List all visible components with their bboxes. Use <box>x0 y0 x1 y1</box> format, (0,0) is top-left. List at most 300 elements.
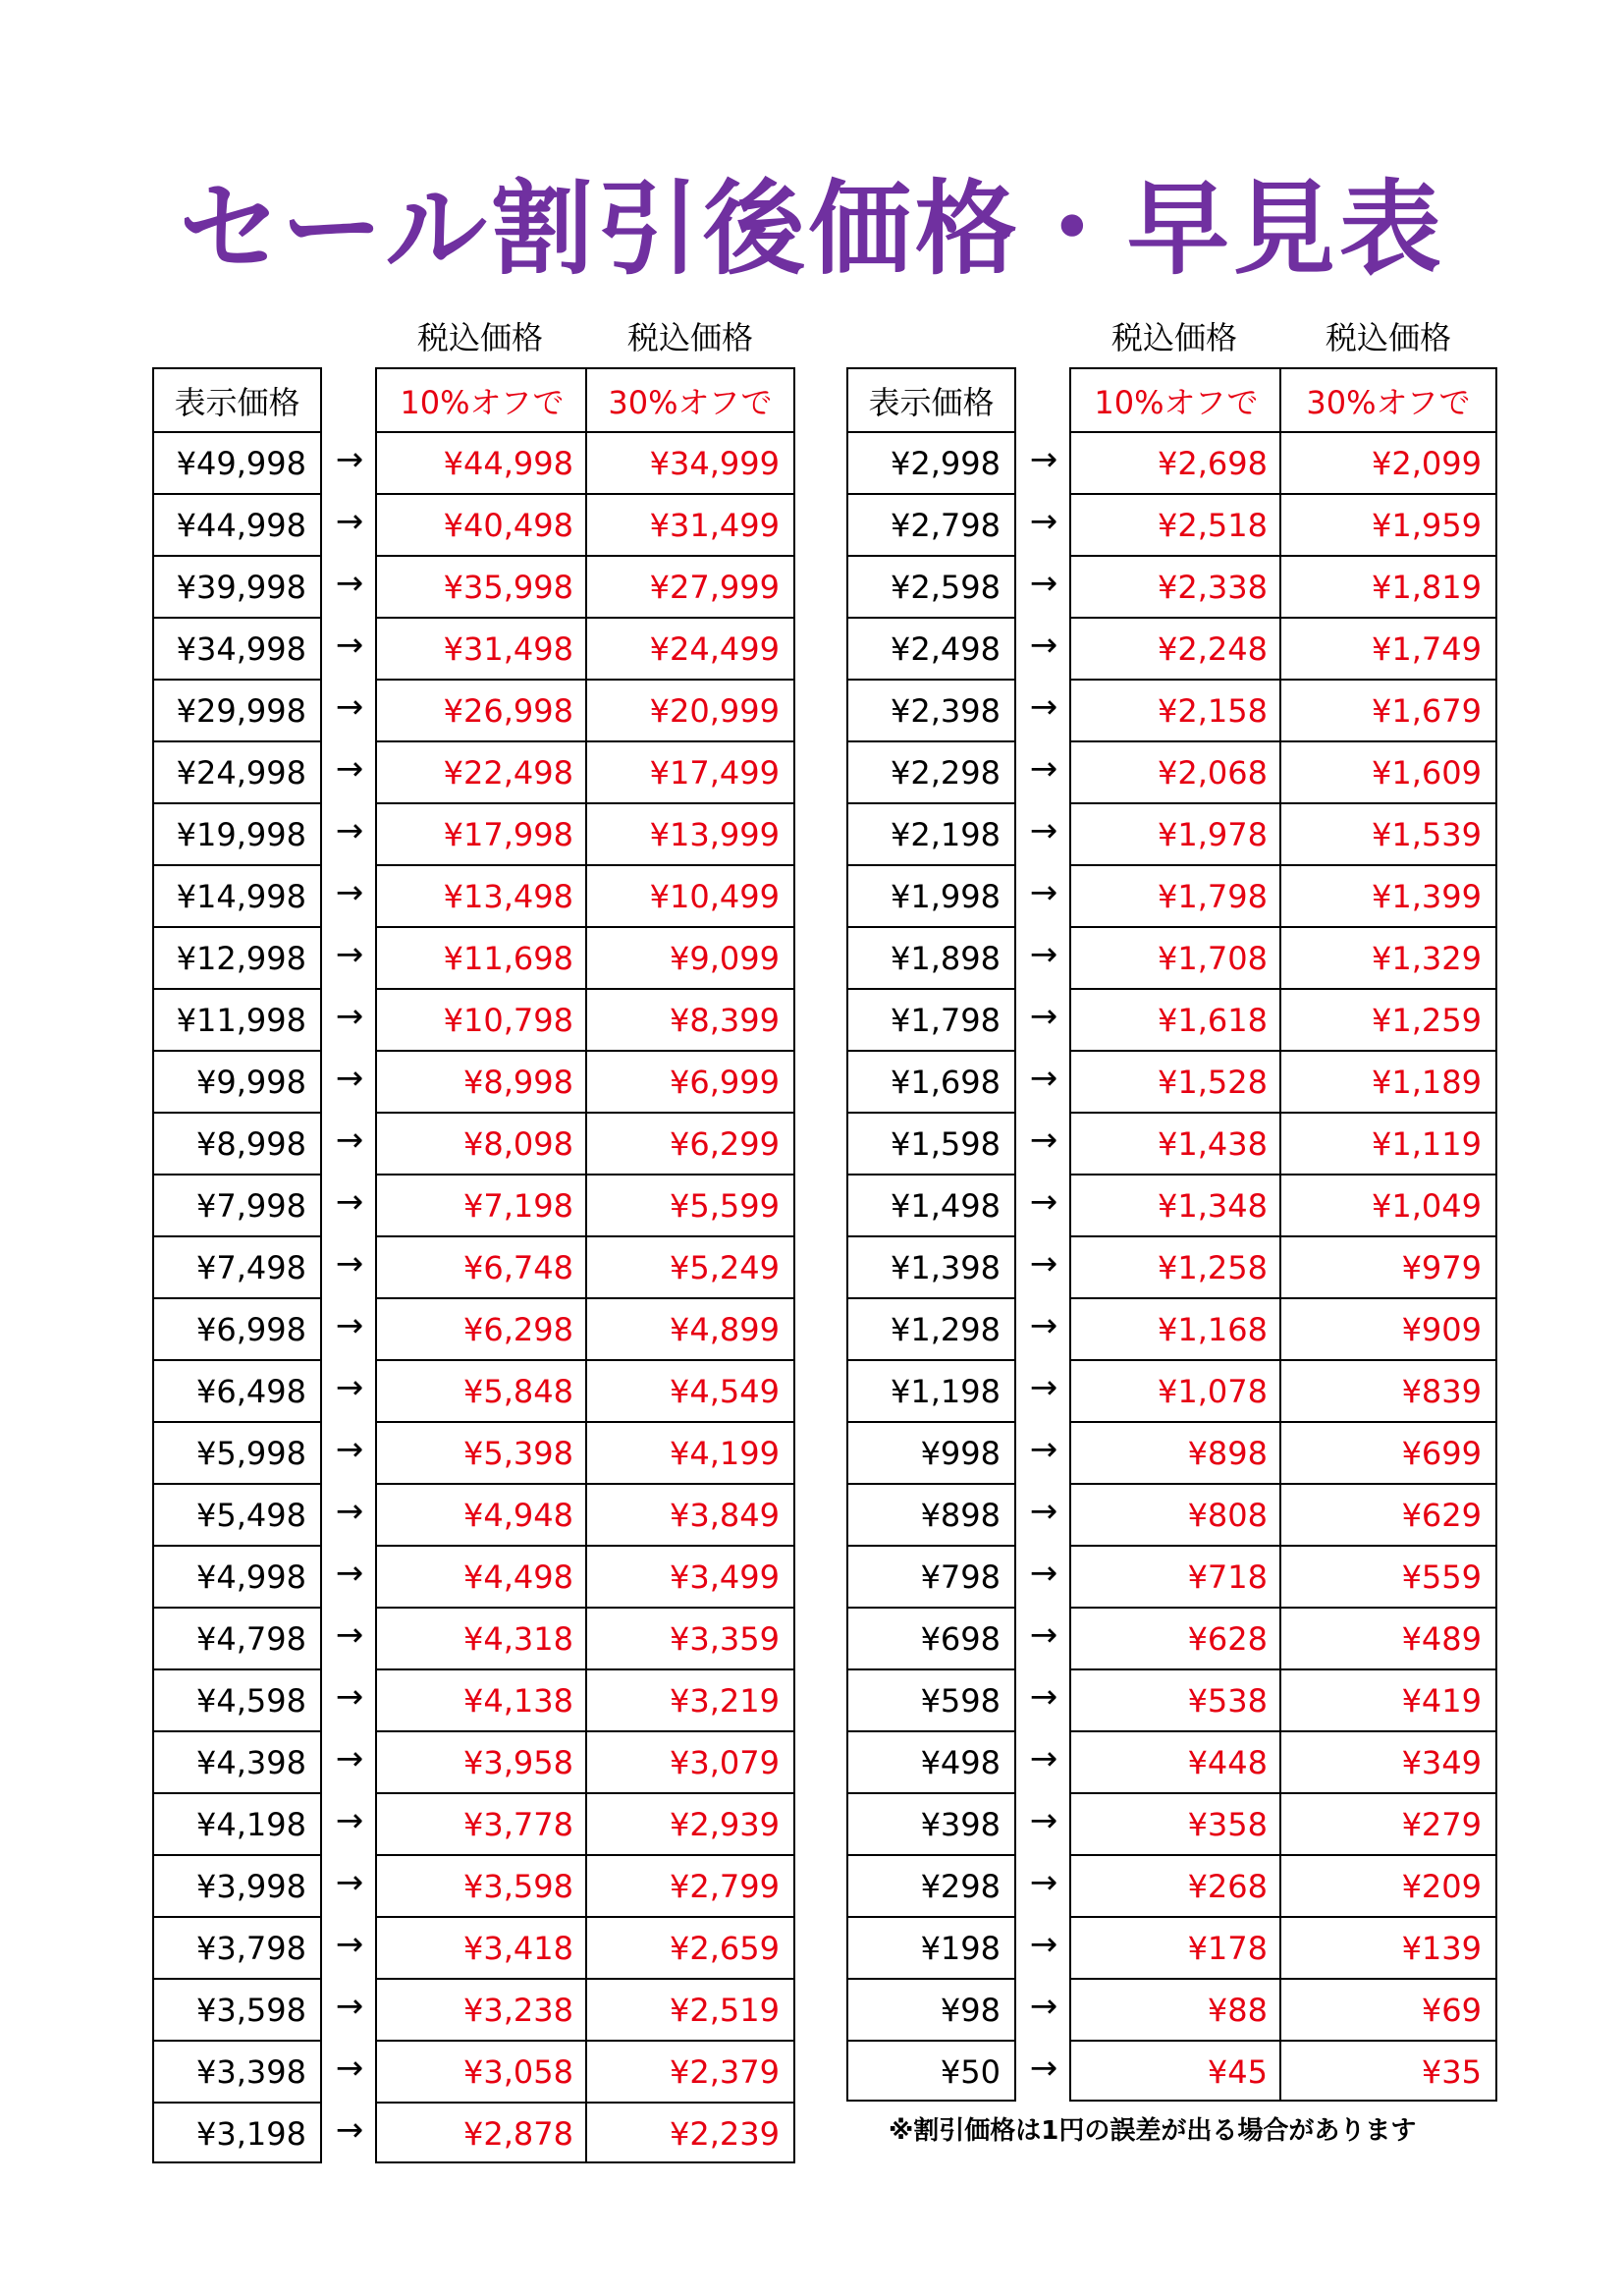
table-row <box>377 1730 793 1792</box>
table-row <box>848 1607 1014 1668</box>
left-tax-label-30: 税込価格 <box>626 319 753 356</box>
price-30-off-cell: ¥24,499 <box>649 629 780 668</box>
arrow-icon: → <box>335 1059 364 1098</box>
table-row <box>154 864 320 926</box>
price-10-off-cell: ¥1,348 <box>1158 1186 1268 1225</box>
arrow-icon: → <box>335 440 364 479</box>
price-30-off-cell: ¥629 <box>1401 1496 1482 1534</box>
price-30-off-cell: ¥35 <box>1421 2052 1482 2091</box>
left-header-30-off: 30%オフで <box>608 383 773 421</box>
table-row <box>848 1854 1014 1916</box>
arrow-icon: → <box>335 1987 364 2026</box>
arrow-icon: → <box>1029 1925 1058 1964</box>
arrow-icon: → <box>1029 1801 1058 1840</box>
table-row <box>1071 926 1495 988</box>
table-row <box>848 864 1014 926</box>
table-row <box>377 802 793 864</box>
display-price-cell: ¥9,998 <box>196 1063 306 1101</box>
arrow-icon: → <box>335 1739 364 1778</box>
arrow-icon: → <box>1029 1368 1058 1407</box>
price-30-off-cell: ¥2,519 <box>670 1991 780 2029</box>
table-row <box>154 2040 320 2102</box>
price-30-off-cell: ¥2,659 <box>670 1929 780 1967</box>
display-price-cell: ¥14,998 <box>176 877 306 915</box>
price-30-off-cell: ¥1,399 <box>1372 877 1482 915</box>
table-row <box>377 2040 793 2102</box>
price-30-off-cell: ¥489 <box>1401 1619 1482 1658</box>
arrow-icon: → <box>335 1492 364 1531</box>
price-10-off-cell: ¥1,258 <box>1158 1248 1268 1286</box>
table-row <box>1071 988 1495 1050</box>
display-price-cell: ¥7,998 <box>196 1186 306 1225</box>
table-row <box>848 617 1014 679</box>
display-price-cell: ¥3,398 <box>196 2052 306 2091</box>
table-row <box>848 1792 1014 1854</box>
display-price-cell: ¥1,598 <box>891 1124 1001 1163</box>
arrow-icon: → <box>1029 935 1058 974</box>
price-10-off-cell: ¥26,998 <box>443 691 573 730</box>
table-row <box>154 1421 320 1483</box>
price-30-off-cell: ¥979 <box>1401 1248 1482 1286</box>
price-10-off-cell: ¥178 <box>1187 1929 1268 1967</box>
table-row <box>377 864 793 926</box>
price-30-off-cell: ¥1,189 <box>1372 1063 1482 1101</box>
price-30-off-cell: ¥1,679 <box>1372 691 1482 730</box>
table-row <box>377 926 793 988</box>
table-row <box>377 1792 793 1854</box>
arrow-icon: → <box>335 997 364 1036</box>
right-header-display-price: 表示価格 <box>868 383 995 421</box>
table-row <box>848 431 1014 493</box>
table-row <box>154 1978 320 2040</box>
display-price-cell: ¥2,598 <box>891 568 1001 606</box>
price-10-off-cell: ¥40,498 <box>443 506 573 544</box>
display-price-cell: ¥2,298 <box>891 753 1001 792</box>
price-30-off-cell: ¥279 <box>1401 1805 1482 1843</box>
display-price-cell: ¥3,198 <box>196 2114 306 2153</box>
table-row <box>154 1359 320 1421</box>
table-row <box>848 2040 1014 2102</box>
display-price-cell: ¥498 <box>920 1743 1001 1781</box>
price-10-off-cell: ¥6,298 <box>463 1310 573 1348</box>
price-30-off-cell: ¥5,249 <box>670 1248 780 1286</box>
table-row <box>154 2102 320 2163</box>
price-10-off-cell: ¥1,798 <box>1158 877 1268 915</box>
price-10-off-cell: ¥13,498 <box>443 877 573 915</box>
display-price-cell: ¥8,998 <box>196 1124 306 1163</box>
display-price-cell: ¥5,998 <box>196 1434 306 1472</box>
arrow-icon: → <box>1029 1554 1058 1593</box>
price-10-off-cell: ¥3,238 <box>463 1991 573 2029</box>
table-row <box>1071 2040 1495 2102</box>
display-price-cell: ¥4,598 <box>196 1681 306 1720</box>
arrow-icon: → <box>335 749 364 789</box>
display-price-cell: ¥2,398 <box>891 691 1001 730</box>
price-30-off-cell: ¥4,199 <box>670 1434 780 1472</box>
price-10-off-cell: ¥88 <box>1207 1991 1268 2029</box>
display-price-cell: ¥98 <box>940 1991 1001 2029</box>
price-30-off-cell: ¥6,999 <box>670 1063 780 1101</box>
arrow-icon: → <box>335 1925 364 1964</box>
price-30-off-cell: ¥699 <box>1401 1434 1482 1472</box>
price-10-off-cell: ¥6,748 <box>463 1248 573 1286</box>
display-price-cell: ¥898 <box>920 1496 1001 1534</box>
price-30-off-cell: ¥1,119 <box>1372 1124 1482 1163</box>
table-row <box>1071 1730 1495 1792</box>
price-10-off-cell: ¥808 <box>1187 1496 1268 1534</box>
left-tax-label-10: 税込価格 <box>416 319 543 356</box>
table-row <box>848 1359 1014 1421</box>
display-price-cell: ¥1,298 <box>891 1310 1001 1348</box>
display-price-cell: ¥998 <box>920 1434 1001 1472</box>
table-row <box>377 1235 793 1297</box>
table-row <box>848 1545 1014 1607</box>
display-price-cell: ¥5,498 <box>196 1496 306 1534</box>
table-row <box>848 740 1014 802</box>
price-30-off-cell: ¥1,749 <box>1372 629 1482 668</box>
table-row <box>1071 1050 1495 1112</box>
arrow-icon: → <box>335 1801 364 1840</box>
display-price-cell: ¥1,398 <box>891 1248 1001 1286</box>
price-30-off-cell: ¥9,099 <box>670 939 780 977</box>
arrow-icon: → <box>1029 1059 1058 1098</box>
display-price-cell: ¥29,998 <box>176 691 306 730</box>
price-30-off-cell: ¥31,499 <box>649 506 780 544</box>
arrow-icon: → <box>1029 1182 1058 1222</box>
arrow-icon: → <box>1029 2049 1058 2088</box>
table-row <box>154 555 320 617</box>
price-10-off-cell: ¥2,338 <box>1158 568 1268 606</box>
price-10-off-cell: ¥718 <box>1187 1558 1268 1596</box>
display-price-cell: ¥6,998 <box>196 1310 306 1348</box>
table-row <box>848 1112 1014 1174</box>
price-10-off-cell: ¥1,438 <box>1158 1124 1268 1163</box>
arrow-icon: → <box>1029 1677 1058 1717</box>
price-10-off-cell: ¥10,798 <box>443 1001 573 1039</box>
price-10-off-cell: ¥31,498 <box>443 629 573 668</box>
table-row <box>154 1916 320 1978</box>
table-row <box>1071 555 1495 617</box>
table-row <box>154 679 320 740</box>
price-30-off-cell: ¥2,379 <box>670 2052 780 2091</box>
display-price-cell: ¥3,998 <box>196 1867 306 1905</box>
price-30-off-cell: ¥4,549 <box>670 1372 780 1410</box>
table-row <box>154 1297 320 1359</box>
left-header-10-off: 10%オフで <box>400 383 565 421</box>
price-10-off-cell: ¥3,418 <box>463 1929 573 1967</box>
price-30-off-cell: ¥1,259 <box>1372 1001 1482 1039</box>
price-30-off-cell: ¥839 <box>1401 1372 1482 1410</box>
price-30-off-cell: ¥209 <box>1401 1867 1482 1905</box>
price-30-off-cell: ¥3,219 <box>670 1681 780 1720</box>
price-30-off-cell: ¥559 <box>1401 1558 1482 1596</box>
arrow-icon: → <box>1029 997 1058 1036</box>
left-header-display-price: 表示価格 <box>174 383 300 421</box>
arrow-icon: → <box>1029 811 1058 850</box>
price-10-off-cell: ¥1,528 <box>1158 1063 1268 1101</box>
price-30-off-cell: ¥909 <box>1401 1310 1482 1348</box>
table-row <box>848 1916 1014 1978</box>
page-title: セール割引後価格・早見表 <box>179 169 1445 289</box>
left-header-row-discount <box>377 369 793 431</box>
display-price-cell: ¥598 <box>920 1681 1001 1720</box>
table-row <box>848 926 1014 988</box>
table-row <box>1071 1545 1495 1607</box>
table-row <box>154 802 320 864</box>
arrow-icon: → <box>335 873 364 912</box>
display-price-cell: ¥1,798 <box>891 1001 1001 1039</box>
table-row <box>1071 1483 1495 1545</box>
display-price-cell: ¥3,598 <box>196 1991 306 2029</box>
table-row <box>848 1050 1014 1112</box>
table-row <box>377 988 793 1050</box>
display-price-cell: ¥2,498 <box>891 629 1001 668</box>
arrow-icon: → <box>335 564 364 603</box>
price-10-off-cell: ¥8,098 <box>463 1124 573 1163</box>
table-row <box>377 1916 793 1978</box>
table-row <box>848 1421 1014 1483</box>
table-row <box>154 1050 320 1112</box>
arrow-icon: → <box>1029 1615 1058 1655</box>
price-10-off-cell: ¥1,708 <box>1158 939 1268 977</box>
price-10-off-cell: ¥2,068 <box>1158 753 1268 792</box>
display-price-cell: ¥34,998 <box>176 629 306 668</box>
table-row <box>848 1668 1014 1730</box>
table-row <box>1071 802 1495 864</box>
table-row <box>377 1050 793 1112</box>
price-10-off-cell: ¥44,998 <box>443 444 573 482</box>
arrow-icon: → <box>1029 1244 1058 1284</box>
price-10-off-cell: ¥538 <box>1187 1681 1268 1720</box>
table-row <box>377 431 793 493</box>
right-tax-label-30: 税込価格 <box>1325 319 1451 356</box>
table-row <box>377 555 793 617</box>
display-price-cell: ¥7,498 <box>196 1248 306 1286</box>
arrow-icon: → <box>335 1244 364 1284</box>
display-price-cell: ¥1,198 <box>891 1372 1001 1410</box>
table-row <box>154 1112 320 1174</box>
arrow-icon: → <box>335 687 364 727</box>
arrow-icon: → <box>1029 1739 1058 1778</box>
table-row <box>154 1792 320 1854</box>
arrow-icon: → <box>1029 626 1058 665</box>
table-row <box>1071 1978 1495 2040</box>
table-row <box>1071 1235 1495 1297</box>
display-price-cell: ¥1,898 <box>891 939 1001 977</box>
table-row <box>154 926 320 988</box>
arrow-icon: → <box>1029 1430 1058 1469</box>
price-30-off-cell: ¥10,499 <box>649 877 780 915</box>
left-header-row <box>154 369 320 431</box>
price-30-off-cell: ¥17,499 <box>649 753 780 792</box>
table-row <box>377 1483 793 1545</box>
price-10-off-cell: ¥2,878 <box>463 2114 573 2153</box>
display-price-cell: ¥4,398 <box>196 1743 306 1781</box>
price-10-off-cell: ¥5,398 <box>463 1434 573 1472</box>
table-row <box>1071 1174 1495 1235</box>
table-row <box>1071 617 1495 679</box>
left-discount-price-columns <box>375 367 795 2163</box>
price-30-off-cell: ¥8,399 <box>670 1001 780 1039</box>
display-price-cell: ¥24,998 <box>176 753 306 792</box>
table-row <box>1071 1607 1495 1668</box>
price-10-off-cell: ¥8,998 <box>463 1063 573 1101</box>
arrow-icon: → <box>335 502 364 541</box>
arrow-icon: → <box>1029 1121 1058 1160</box>
display-price-cell: ¥39,998 <box>176 568 306 606</box>
display-price-cell: ¥4,998 <box>196 1558 306 1596</box>
table-row <box>154 617 320 679</box>
price-30-off-cell: ¥3,079 <box>670 1743 780 1781</box>
display-price-cell: ¥698 <box>920 1619 1001 1658</box>
price-10-off-cell: ¥1,168 <box>1158 1310 1268 1348</box>
arrow-icon: → <box>335 1430 364 1469</box>
table-row <box>848 1297 1014 1359</box>
table-row <box>1071 493 1495 555</box>
display-price-cell: ¥1,998 <box>891 877 1001 915</box>
table-row <box>1071 1297 1495 1359</box>
table-row <box>377 740 793 802</box>
arrow-icon: → <box>335 2049 364 2088</box>
table-row <box>377 1978 793 2040</box>
display-price-cell: ¥44,998 <box>176 506 306 544</box>
arrow-icon: → <box>1029 873 1058 912</box>
price-10-off-cell: ¥45 <box>1207 2052 1268 2091</box>
table-row <box>1071 864 1495 926</box>
table-row <box>377 1112 793 1174</box>
price-30-off-cell: ¥3,499 <box>670 1558 780 1596</box>
right-tax-label-10: 税込価格 <box>1110 319 1237 356</box>
arrow-icon: → <box>335 1182 364 1222</box>
table-row <box>848 1730 1014 1792</box>
price-10-off-cell: ¥268 <box>1187 1867 1268 1905</box>
display-price-cell: ¥2,198 <box>891 815 1001 853</box>
price-10-off-cell: ¥448 <box>1187 1743 1268 1781</box>
price-30-off-cell: ¥2,099 <box>1372 444 1482 482</box>
table-row <box>848 988 1014 1050</box>
table-row <box>377 679 793 740</box>
table-row <box>848 1174 1014 1235</box>
display-price-cell: ¥3,798 <box>196 1929 306 1967</box>
table-row <box>1071 740 1495 802</box>
price-10-off-cell: ¥4,318 <box>463 1619 573 1658</box>
table-row <box>848 679 1014 740</box>
price-30-off-cell: ¥13,999 <box>649 815 780 853</box>
arrow-icon: → <box>335 1677 364 1717</box>
display-price-cell: ¥4,198 <box>196 1805 306 1843</box>
price-30-off-cell: ¥1,539 <box>1372 815 1482 853</box>
arrow-icon: → <box>335 1863 364 1902</box>
table-row <box>1071 431 1495 493</box>
display-price-cell: ¥11,998 <box>176 1001 306 1039</box>
table-row <box>1071 1792 1495 1854</box>
price-30-off-cell: ¥20,999 <box>649 691 780 730</box>
table-row <box>848 1235 1014 1297</box>
right-header-row-discount <box>1071 369 1495 431</box>
price-10-off-cell: ¥17,998 <box>443 815 573 853</box>
table-row <box>1071 1854 1495 1916</box>
price-10-off-cell: ¥1,618 <box>1158 1001 1268 1039</box>
arrow-icon: → <box>335 935 364 974</box>
price-10-off-cell: ¥2,518 <box>1158 506 1268 544</box>
arrow-icon: → <box>1029 1492 1058 1531</box>
price-10-off-cell: ¥898 <box>1187 1434 1268 1472</box>
table-row <box>154 1730 320 1792</box>
arrow-icon: → <box>1029 687 1058 727</box>
table-row <box>848 493 1014 555</box>
arrow-icon: → <box>335 626 364 665</box>
price-30-off-cell: ¥1,049 <box>1372 1186 1482 1225</box>
price-10-off-cell: ¥5,848 <box>463 1372 573 1410</box>
table-row <box>154 740 320 802</box>
price-30-off-cell: ¥349 <box>1401 1743 1482 1781</box>
table-row <box>377 1607 793 1668</box>
display-price-cell: ¥1,498 <box>891 1186 1001 1225</box>
table-row <box>377 1359 793 1421</box>
table-row <box>1071 1668 1495 1730</box>
table-row <box>1071 1359 1495 1421</box>
table-row <box>1071 1421 1495 1483</box>
table-row <box>848 1978 1014 2040</box>
table-row <box>377 1668 793 1730</box>
right-header-10-off: 10%オフで <box>1094 383 1259 421</box>
display-price-cell: ¥298 <box>920 1867 1001 1905</box>
price-10-off-cell: ¥1,978 <box>1158 815 1268 853</box>
price-30-off-cell: ¥69 <box>1421 1991 1482 2029</box>
price-30-off-cell: ¥2,939 <box>670 1805 780 1843</box>
price-30-off-cell: ¥2,799 <box>670 1867 780 1905</box>
price-30-off-cell: ¥3,359 <box>670 1619 780 1658</box>
display-price-cell: ¥798 <box>920 1558 1001 1596</box>
table-row <box>377 1854 793 1916</box>
price-30-off-cell: ¥419 <box>1401 1681 1482 1720</box>
price-10-off-cell: ¥2,158 <box>1158 691 1268 730</box>
price-30-off-cell: ¥2,239 <box>670 2114 780 2153</box>
right-discount-price-columns <box>1069 367 1497 2102</box>
display-price-cell: ¥2,798 <box>891 506 1001 544</box>
table-row <box>154 1545 320 1607</box>
price-10-off-cell: ¥4,138 <box>463 1681 573 1720</box>
price-30-off-cell: ¥5,599 <box>670 1186 780 1225</box>
price-10-off-cell: ¥358 <box>1187 1805 1268 1843</box>
display-price-cell: ¥398 <box>920 1805 1001 1843</box>
table-row <box>377 1174 793 1235</box>
price-10-off-cell: ¥3,058 <box>463 2052 573 2091</box>
price-10-off-cell: ¥11,698 <box>443 939 573 977</box>
display-price-cell: ¥1,698 <box>891 1063 1001 1101</box>
table-row <box>154 1607 320 1668</box>
price-30-off-cell: ¥3,849 <box>670 1496 780 1534</box>
price-30-off-cell: ¥6,299 <box>670 1124 780 1163</box>
price-10-off-cell: ¥22,498 <box>443 753 573 792</box>
price-10-off-cell: ¥3,778 <box>463 1805 573 1843</box>
price-30-off-cell: ¥1,819 <box>1372 568 1482 606</box>
table-row <box>377 2102 793 2163</box>
price-30-off-cell: ¥139 <box>1401 1929 1482 1967</box>
arrow-icon: → <box>1029 1987 1058 2026</box>
table-row <box>154 1174 320 1235</box>
right-display-price-column <box>846 367 1016 2102</box>
display-price-cell: ¥4,798 <box>196 1619 306 1658</box>
display-price-cell: ¥50 <box>940 2052 1001 2091</box>
arrow-icon: → <box>1029 502 1058 541</box>
price-30-off-cell: ¥1,329 <box>1372 939 1482 977</box>
table-row <box>154 1483 320 1545</box>
price-10-off-cell: ¥628 <box>1187 1619 1268 1658</box>
price-10-off-cell: ¥35,998 <box>443 568 573 606</box>
arrow-icon: → <box>335 2110 364 2150</box>
table-row <box>1071 679 1495 740</box>
